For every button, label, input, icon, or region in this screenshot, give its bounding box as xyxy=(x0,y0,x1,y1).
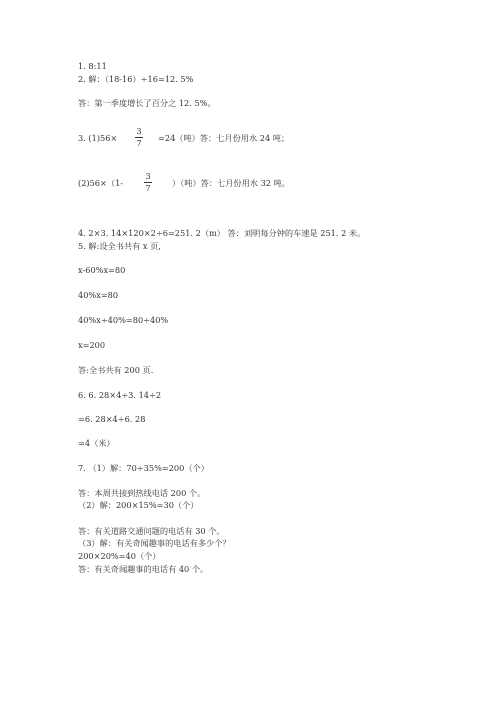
answer-7-part3-question: （3）解：有关奇闻趣事的电话有多少个？ xyxy=(78,538,231,548)
answer-6-result: =4（米） xyxy=(78,438,115,448)
answer-3-part1-start: 3. (1)56× xyxy=(78,133,118,143)
answer-7-part2-conclusion: 答：有关道路交通问题的电话有 30 个。 xyxy=(78,526,225,536)
answer-4: 4. 2×3. 14×120×2÷6=251. 2（m） 答：刘明每分钟的车速是 251. 2 米。 xyxy=(78,228,366,238)
fraction-3-7-b xyxy=(143,172,153,193)
answer-7-part1-solution: 7. （1）解：70÷35%=200（个） xyxy=(78,463,209,473)
answer-6-step2: =6. 28×4÷6. 28 xyxy=(78,414,146,424)
answer-2-conclusion: 答：第一季度增长了百分之 12. 5%。 xyxy=(78,98,216,108)
answer-7-part3-conclusion: 答：有关奇闻趣事的电话有 40 个。 xyxy=(78,564,209,574)
answer-5-setup: 5. 解:设全书共有 x 页, xyxy=(78,241,161,251)
answer-5-step2: 40%x÷40%=80÷40% xyxy=(78,315,169,325)
answer-6-step1: 6. 6. 28×4÷3. 14÷2 xyxy=(78,390,162,400)
fraction-denominator: 7 xyxy=(136,138,142,148)
answer-5-result: x=200 xyxy=(78,340,106,350)
answer-5-step1: 40%x=80 xyxy=(78,290,119,300)
answer-5-equation: x-60%x=80 xyxy=(78,265,126,275)
fraction-3-7-a xyxy=(134,127,144,148)
answer-3-part2-start: (2)56×（1- xyxy=(78,178,124,188)
answer-3-part2-end: ）（吨）答：七月份用水 32 吨。 xyxy=(172,178,290,188)
answer-1: 1. 8:11 xyxy=(78,61,107,71)
answer-7-part1-conclusion: 答：本周共接到热线电话 200 个。 xyxy=(78,488,206,498)
fraction-denominator: 7 xyxy=(145,183,151,193)
answer-7-part2-solution: （2）解：200×15%=30（个） xyxy=(78,500,199,510)
answer-5-conclusion: 答:全书共有 200 页. xyxy=(78,365,154,375)
answer-2-solution: 2. 解：（18-16）÷16=12. 5% xyxy=(78,74,194,84)
fraction-numerator: 3 xyxy=(136,126,142,136)
answer-3-part1-end: =24（吨）答：七月份用水 24 吨； xyxy=(158,133,290,143)
answer-7-part3-solution: 200×20%=40（个） xyxy=(78,551,161,561)
fraction-numerator: 3 xyxy=(145,171,151,181)
